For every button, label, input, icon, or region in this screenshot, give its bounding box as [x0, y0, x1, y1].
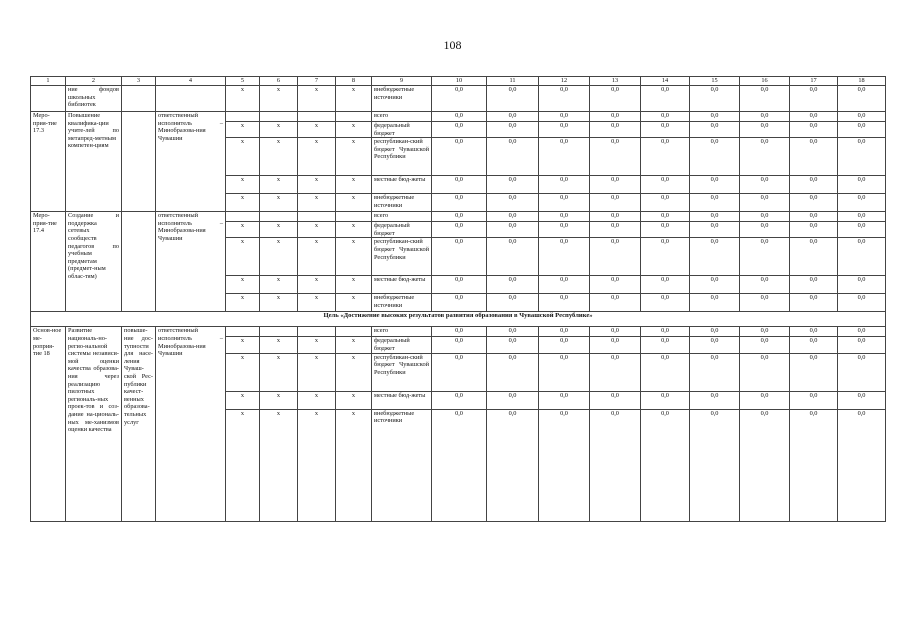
- amount-cell: 0,0: [432, 138, 487, 176]
- amount-cell: 0,0: [690, 212, 740, 222]
- amount-cell: 0,0: [432, 112, 487, 122]
- amount-cell: 0,0: [432, 327, 487, 337]
- amount-cell: 0,0: [641, 238, 690, 276]
- activity-target: [122, 112, 156, 212]
- amount-cell: 0,0: [432, 294, 487, 312]
- amount-cell: 0,0: [790, 327, 838, 337]
- budget-code-cell: x: [226, 176, 260, 194]
- amount-cell: 0,0: [641, 194, 690, 212]
- column-number: 16: [740, 77, 790, 86]
- amount-cell: 0,0: [487, 409, 539, 521]
- amount-cell: 0,0: [539, 194, 590, 212]
- budget-code-cell: x: [336, 86, 372, 112]
- amount-cell: 0,0: [690, 294, 740, 312]
- amount-cell: 0,0: [740, 194, 790, 212]
- column-number: 7: [298, 77, 336, 86]
- amount-cell: 0,0: [838, 353, 886, 391]
- activity-name: Создание и поддержка сетевых сообществ педагогов по учебным предметам (предмет-ным облас-тям): [66, 212, 122, 312]
- budget-code-cell: x: [298, 353, 336, 391]
- column-number: 5: [226, 77, 260, 86]
- amount-cell: 0,0: [487, 391, 539, 409]
- budget-code-cell: x: [298, 176, 336, 194]
- amount-cell: 0,0: [838, 409, 886, 521]
- funding-source: федеральный бюджет: [372, 337, 432, 353]
- amount-cell: 0,0: [432, 176, 487, 194]
- budget-code-cell: x: [336, 176, 372, 194]
- amount-cell: 0,0: [641, 138, 690, 176]
- activity-id: Основ-ное ме-роприя-тие 18: [31, 327, 66, 521]
- amount-cell: 0,0: [539, 222, 590, 238]
- activity-name: Повышение квалифика-ции учите-лей по метапред-метным компетен-циям: [66, 112, 122, 212]
- amount-cell: 0,0: [740, 327, 790, 337]
- amount-cell: 0,0: [590, 138, 641, 176]
- table-row: [31, 327, 886, 337]
- budget-code-cell: x: [336, 238, 372, 276]
- amount-cell: 0,0: [590, 353, 641, 391]
- budget-code-cell: x: [260, 409, 298, 521]
- amount-cell: 0,0: [487, 212, 539, 222]
- column-number: 18: [838, 77, 886, 86]
- amount-cell: 0,0: [690, 391, 740, 409]
- amount-cell: 0,0: [838, 337, 886, 353]
- amount-cell: 0,0: [838, 327, 886, 337]
- funding-source: всего: [372, 112, 432, 122]
- budget-code-cell: x: [298, 86, 336, 112]
- amount-cell: 0,0: [539, 176, 590, 194]
- amount-cell: 0,0: [838, 238, 886, 276]
- amount-cell: 0,0: [690, 238, 740, 276]
- amount-cell: 0,0: [432, 276, 487, 294]
- budget-code-cell: x: [298, 238, 336, 276]
- page-number: 108: [443, 38, 462, 52]
- budget-code-cell: x: [226, 238, 260, 276]
- amount-cell: 0,0: [690, 409, 740, 521]
- amount-cell: 0,0: [590, 176, 641, 194]
- budget-code-cell: x: [260, 222, 298, 238]
- amount-cell: 0,0: [487, 112, 539, 122]
- amount-cell: 0,0: [641, 327, 690, 337]
- amount-cell: 0,0: [740, 212, 790, 222]
- amount-cell: 0,0: [539, 212, 590, 222]
- amount-cell: 0,0: [590, 327, 641, 337]
- amount-cell: 0,0: [590, 212, 641, 222]
- budget-code-cell: x: [298, 409, 336, 521]
- budget-code-cell: x: [226, 409, 260, 521]
- amount-cell: 0,0: [690, 138, 740, 176]
- budget-code-cell: x: [226, 194, 260, 212]
- amount-cell: 0,0: [790, 138, 838, 176]
- amount-cell: 0,0: [740, 222, 790, 238]
- amount-cell: 0,0: [740, 294, 790, 312]
- budget-code-cell: x: [260, 138, 298, 176]
- funding-source: местные бюд-жеты: [372, 276, 432, 294]
- column-number: 13: [590, 77, 641, 86]
- budget-code-cell: x: [260, 176, 298, 194]
- amount-cell: 0,0: [790, 409, 838, 521]
- amount-cell: 0,0: [838, 138, 886, 176]
- budget-code-cell: [226, 327, 260, 337]
- amount-cell: 0,0: [790, 391, 838, 409]
- funding-source: внебюджетные источники: [372, 86, 432, 112]
- amount-cell: 0,0: [539, 409, 590, 521]
- amount-cell: 0,0: [740, 86, 790, 112]
- activity-executor: [156, 86, 226, 112]
- column-number: 15: [690, 77, 740, 86]
- budget-code-cell: [298, 112, 336, 122]
- amount-cell: 0,0: [539, 353, 590, 391]
- amount-cell: 0,0: [740, 112, 790, 122]
- funding-source: федеральный бюджет: [372, 122, 432, 138]
- budget-code-cell: x: [336, 222, 372, 238]
- amount-cell: 0,0: [790, 353, 838, 391]
- amount-cell: 0,0: [590, 194, 641, 212]
- column-number: 10: [432, 77, 487, 86]
- column-number: 1: [31, 77, 66, 86]
- budget-code-cell: x: [226, 294, 260, 312]
- amount-cell: 0,0: [487, 176, 539, 194]
- amount-cell: 0,0: [790, 337, 838, 353]
- activity-target: [122, 212, 156, 312]
- amount-cell: 0,0: [690, 353, 740, 391]
- budget-code-cell: [226, 212, 260, 222]
- budget-code-cell: x: [226, 391, 260, 409]
- column-number: 14: [641, 77, 690, 86]
- goal-section: [31, 312, 886, 327]
- amount-cell: 0,0: [539, 122, 590, 138]
- table-row: [31, 112, 886, 122]
- amount-cell: 0,0: [641, 122, 690, 138]
- amount-cell: 0,0: [590, 222, 641, 238]
- amount-cell: 0,0: [641, 176, 690, 194]
- amount-cell: 0,0: [690, 276, 740, 294]
- amount-cell: 0,0: [539, 138, 590, 176]
- amount-cell: 0,0: [590, 294, 641, 312]
- budget-code-cell: x: [260, 337, 298, 353]
- amount-cell: 0,0: [487, 138, 539, 176]
- budget-code-cell: x: [260, 122, 298, 138]
- amount-cell: 0,0: [790, 212, 838, 222]
- budget-code-cell: x: [260, 194, 298, 212]
- amount-cell: 0,0: [539, 86, 590, 112]
- amount-cell: 0,0: [740, 391, 790, 409]
- amount-cell: 0,0: [740, 337, 790, 353]
- goal-row: [31, 312, 886, 327]
- amount-cell: 0,0: [590, 391, 641, 409]
- amount-cell: 0,0: [690, 327, 740, 337]
- amount-cell: 0,0: [838, 222, 886, 238]
- budget-code-cell: [226, 112, 260, 122]
- activity-id: Меро-прия-тие 17.4: [31, 212, 66, 312]
- amount-cell: 0,0: [590, 238, 641, 276]
- budget-code-cell: [298, 327, 336, 337]
- amount-cell: 0,0: [740, 176, 790, 194]
- budget-code-cell: x: [298, 194, 336, 212]
- column-number: 8: [336, 77, 372, 86]
- column-number: 9: [372, 77, 432, 86]
- funding-source: федеральный бюджет: [372, 222, 432, 238]
- amount-cell: 0,0: [590, 409, 641, 521]
- column-number: 3: [122, 77, 156, 86]
- funding-source: внебюджетные источники: [372, 194, 432, 212]
- budget-code-cell: x: [298, 122, 336, 138]
- amount-cell: 0,0: [790, 222, 838, 238]
- activity-executor: ответственный исполнитель – Минобразова-ния Чувашии: [156, 327, 226, 521]
- column-number: 2: [66, 77, 122, 86]
- funding-source: внебюджетные источники: [372, 409, 432, 521]
- amount-cell: 0,0: [590, 122, 641, 138]
- goal-heading: Цель «Достижение высоких результатов развития образования в Чувашской Республике»: [31, 312, 886, 327]
- amount-cell: 0,0: [539, 276, 590, 294]
- amount-cell: 0,0: [690, 337, 740, 353]
- funding-source: внебюджетные источники: [372, 294, 432, 312]
- amount-cell: 0,0: [487, 122, 539, 138]
- block-mero-17-4: [31, 212, 886, 312]
- amount-cell: 0,0: [432, 86, 487, 112]
- amount-cell: 0,0: [790, 194, 838, 212]
- budget-code-cell: x: [336, 409, 372, 521]
- budget-code-cell: x: [298, 294, 336, 312]
- amount-cell: 0,0: [590, 112, 641, 122]
- amount-cell: 0,0: [432, 122, 487, 138]
- budget-code-cell: x: [336, 353, 372, 391]
- budget-code-cell: x: [260, 86, 298, 112]
- amount-cell: 0,0: [432, 337, 487, 353]
- amount-cell: 0,0: [690, 194, 740, 212]
- funding-source: республикан-ский бюджет Чувашской Республики: [372, 138, 432, 176]
- budget-code-cell: x: [260, 391, 298, 409]
- funding-table: [30, 76, 886, 522]
- budget-code-cell: x: [226, 138, 260, 176]
- funding-source: всего: [372, 327, 432, 337]
- budget-code-cell: x: [260, 238, 298, 276]
- amount-cell: 0,0: [487, 194, 539, 212]
- budget-code-cell: [260, 112, 298, 122]
- amount-cell: 0,0: [641, 222, 690, 238]
- funding-source: всего: [372, 212, 432, 222]
- column-number: 17: [790, 77, 838, 86]
- activity-name: Развитие националь-но-регио-нальной системы независи-мой оценки качества образова-ния через реализацию пилотных региональ-ных проек-тов и соз-дание на-циональ-ных ме-ханизмов оценки качества: [66, 327, 122, 521]
- budget-code-cell: x: [260, 294, 298, 312]
- amount-cell: 0,0: [487, 353, 539, 391]
- budget-code-cell: [336, 327, 372, 337]
- budget-code-cell: [336, 212, 372, 222]
- budget-code-cell: [260, 212, 298, 222]
- amount-cell: 0,0: [432, 222, 487, 238]
- amount-cell: 0,0: [539, 337, 590, 353]
- activity-name: ние фондов школьных библиотек: [66, 86, 122, 112]
- amount-cell: 0,0: [432, 409, 487, 521]
- amount-cell: 0,0: [790, 112, 838, 122]
- amount-cell: 0,0: [487, 337, 539, 353]
- amount-cell: 0,0: [790, 86, 838, 112]
- column-number: 4: [156, 77, 226, 86]
- amount-cell: 0,0: [641, 409, 690, 521]
- budget-code-cell: x: [260, 353, 298, 391]
- amount-cell: 0,0: [838, 276, 886, 294]
- funding-source: местные бюд-жеты: [372, 391, 432, 409]
- activity-executor: ответственный исполнитель – Минобразова-ния Чувашии: [156, 212, 226, 312]
- budget-code-cell: x: [336, 276, 372, 294]
- amount-cell: 0,0: [487, 86, 539, 112]
- amount-cell: 0,0: [487, 238, 539, 276]
- column-number: 6: [260, 77, 298, 86]
- table-row: [31, 212, 886, 222]
- amount-cell: 0,0: [790, 294, 838, 312]
- budget-code-cell: [260, 327, 298, 337]
- block-mero-17-3: [31, 112, 886, 212]
- amount-cell: 0,0: [790, 122, 838, 138]
- amount-cell: 0,0: [590, 337, 641, 353]
- amount-cell: 0,0: [838, 212, 886, 222]
- amount-cell: 0,0: [740, 353, 790, 391]
- budget-code-cell: x: [298, 222, 336, 238]
- amount-cell: 0,0: [590, 276, 641, 294]
- activity-id: Меро-прия-тие 17.3: [31, 112, 66, 212]
- budget-code-cell: x: [298, 138, 336, 176]
- amount-cell: 0,0: [539, 391, 590, 409]
- funding-source: республикан-ский бюджет Чувашской Республики: [372, 238, 432, 276]
- budget-code-cell: x: [336, 122, 372, 138]
- budget-code-cell: x: [336, 337, 372, 353]
- amount-cell: 0,0: [790, 176, 838, 194]
- amount-cell: 0,0: [690, 86, 740, 112]
- amount-cell: 0,0: [790, 276, 838, 294]
- amount-cell: 0,0: [487, 222, 539, 238]
- block-main-18: [31, 327, 886, 521]
- amount-cell: 0,0: [740, 409, 790, 521]
- amount-cell: 0,0: [432, 238, 487, 276]
- budget-code-cell: x: [336, 194, 372, 212]
- amount-cell: 0,0: [539, 327, 590, 337]
- activity-target: повыше-ние дос-тупности для насе-ления Чуваш-ской Рес-публики качест-венных образова-тельных услуг: [122, 327, 156, 521]
- budget-code-cell: x: [336, 391, 372, 409]
- budget-code-cell: x: [298, 276, 336, 294]
- amount-cell: 0,0: [641, 276, 690, 294]
- amount-cell: 0,0: [740, 276, 790, 294]
- amount-cell: 0,0: [838, 112, 886, 122]
- amount-cell: 0,0: [432, 353, 487, 391]
- activity-target: [122, 86, 156, 112]
- amount-cell: 0,0: [740, 238, 790, 276]
- amount-cell: 0,0: [432, 212, 487, 222]
- amount-cell: 0,0: [838, 194, 886, 212]
- budget-code-cell: [298, 212, 336, 222]
- amount-cell: 0,0: [838, 86, 886, 112]
- amount-cell: 0,0: [487, 327, 539, 337]
- table-row: [31, 86, 886, 112]
- amount-cell: 0,0: [590, 86, 641, 112]
- activity-id: [31, 86, 66, 112]
- budget-code-cell: x: [298, 391, 336, 409]
- amount-cell: 0,0: [740, 122, 790, 138]
- amount-cell: 0,0: [539, 238, 590, 276]
- amount-cell: 0,0: [838, 294, 886, 312]
- amount-cell: 0,0: [641, 353, 690, 391]
- amount-cell: 0,0: [539, 294, 590, 312]
- amount-cell: 0,0: [641, 212, 690, 222]
- activity-executor: ответственный исполнитель – Минобразова-ния Чувашии: [156, 112, 226, 212]
- amount-cell: 0,0: [487, 276, 539, 294]
- budget-code-cell: x: [226, 122, 260, 138]
- amount-cell: 0,0: [641, 391, 690, 409]
- amount-cell: 0,0: [690, 112, 740, 122]
- budget-code-cell: x: [226, 353, 260, 391]
- amount-cell: 0,0: [539, 112, 590, 122]
- funding-source: республикан-ский бюджет Чувашской Республики: [372, 353, 432, 391]
- budget-code-cell: x: [226, 222, 260, 238]
- column-number: 12: [539, 77, 590, 86]
- budget-code-cell: x: [336, 138, 372, 176]
- column-number: 11: [487, 77, 539, 86]
- budget-code-cell: x: [226, 337, 260, 353]
- column-numbers-row: [31, 77, 886, 86]
- amount-cell: 0,0: [740, 138, 790, 176]
- block-0: [31, 86, 886, 112]
- budget-code-cell: x: [298, 337, 336, 353]
- amount-cell: 0,0: [690, 122, 740, 138]
- budget-code-cell: x: [226, 276, 260, 294]
- amount-cell: 0,0: [838, 391, 886, 409]
- amount-cell: 0,0: [641, 294, 690, 312]
- amount-cell: 0,0: [641, 86, 690, 112]
- budget-code-cell: [336, 112, 372, 122]
- amount-cell: 0,0: [690, 222, 740, 238]
- amount-cell: 0,0: [641, 112, 690, 122]
- amount-cell: 0,0: [487, 294, 539, 312]
- amount-cell: 0,0: [432, 194, 487, 212]
- amount-cell: 0,0: [838, 122, 886, 138]
- budget-code-cell: x: [260, 276, 298, 294]
- amount-cell: 0,0: [690, 176, 740, 194]
- amount-cell: 0,0: [790, 238, 838, 276]
- funding-source: местные бюд-жеты: [372, 176, 432, 194]
- amount-cell: 0,0: [641, 337, 690, 353]
- budget-code-cell: x: [226, 86, 260, 112]
- amount-cell: 0,0: [838, 176, 886, 194]
- amount-cell: 0,0: [432, 391, 487, 409]
- budget-code-cell: x: [336, 294, 372, 312]
